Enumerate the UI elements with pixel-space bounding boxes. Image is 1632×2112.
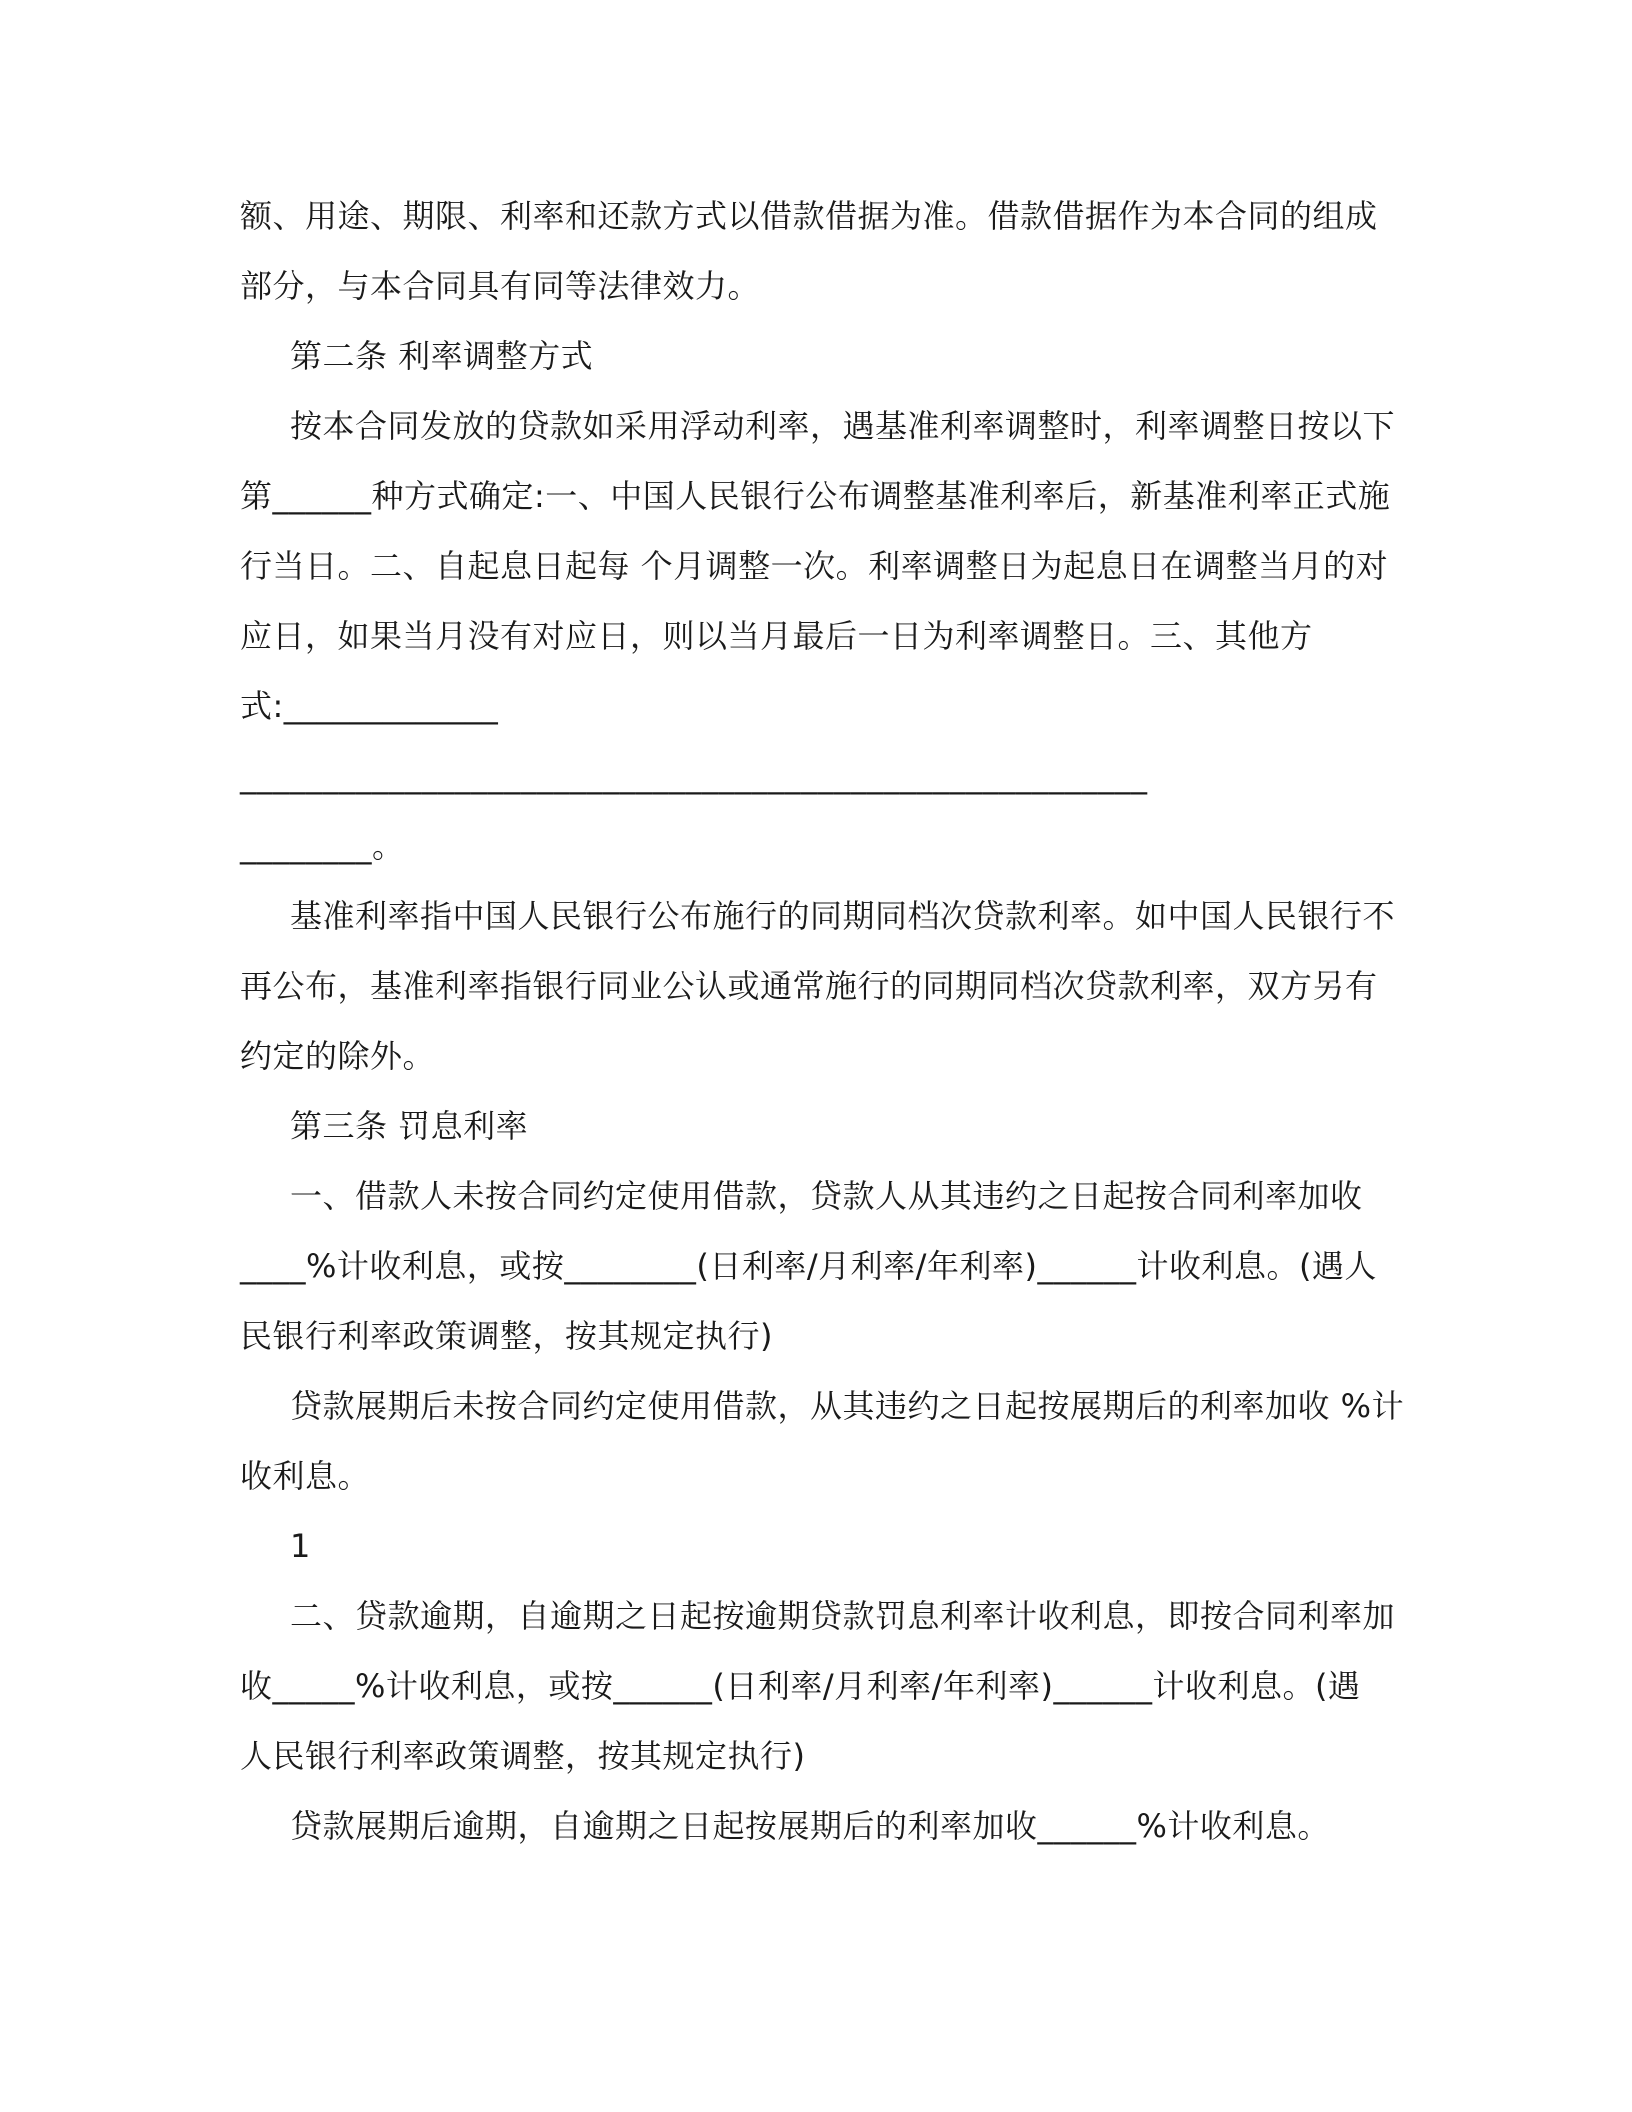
text-line: 二、贷款逾期，自逾期之日起按逾期贷款罚息利率计收利息，即按合同利率加	[290, 1597, 1396, 1635]
text-line: 行当日。二、自起息日起每 个月调整一次。利率调整日为起息日在调整当月的对	[240, 547, 1389, 585]
text-line: 基准利率指中国人民银行公布施行的同期同档次贷款利率。如中国人民银行不	[290, 897, 1396, 935]
text-line: 按本合同发放的贷款如采用浮动利率，遇基准利率调整时，利率调整日按以下	[290, 407, 1396, 445]
text-line: 约定的除外。	[240, 1037, 436, 1075]
text-line: 部分，与本合同具有同等法律效力。	[240, 267, 761, 305]
text-line: 人民银行利率政策调整，按其规定执行)	[240, 1737, 806, 1775]
text-line: ________。	[240, 827, 405, 865]
blank-line: _______________________________________________________	[240, 757, 1148, 795]
text-line: 民银行利率政策调整，按其规定执行)	[240, 1317, 773, 1355]
text-line: 应日，如果当月没有对应日，则以当月最后一日为利率调整日。三、其他方	[240, 617, 1313, 655]
section-heading: 第三条 罚息利率	[290, 1107, 529, 1145]
text-line: 一、借款人未按合同约定使用借款，贷款人从其违约之日起按合同利率加收	[290, 1177, 1363, 1215]
text-line: 收_____%计收利息，或按______(日利率/月利率/年利率)______计收利息。(遇	[240, 1667, 1361, 1705]
page-number: 1	[290, 1527, 311, 1565]
section-heading: 第二条 利率调整方式	[290, 337, 594, 375]
text-line: ____%计收利息，或按________(日利率/月利率/年利率)______计收利息。(遇人	[240, 1247, 1377, 1285]
text-line: 贷款展期后逾期，自逾期之日起按展期后的利率加收______%计收利息。	[290, 1807, 1330, 1845]
text-line: 额、用途、期限、利率和还款方式以借款借据为准。借款借据作为本合同的组成	[240, 197, 1378, 235]
text-line: 贷款展期后未按合同约定使用借款，从其违约之日起按展期后的利率加收 %计	[290, 1387, 1405, 1425]
text-line: 第______种方式确定:一、中国人民银行公布调整基准利率后，新基准利率正式施	[240, 477, 1391, 515]
text-line: 收利息。	[240, 1457, 371, 1495]
text-line: 式:_____________	[240, 687, 499, 725]
text-line: 再公布，基准利率指银行同业公认或通常施行的同期同档次贷款利率，双方另有	[240, 967, 1378, 1005]
